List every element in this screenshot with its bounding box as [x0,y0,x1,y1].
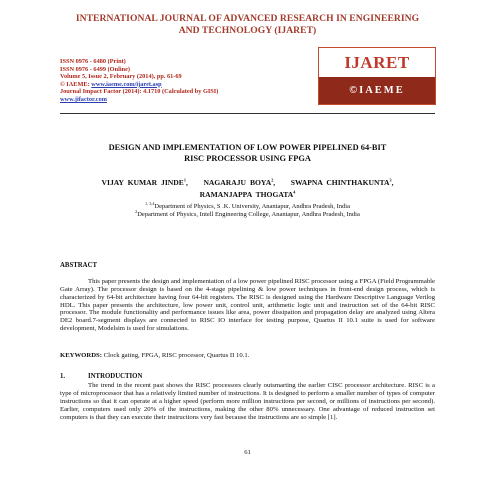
affiliation-1-text: Department of Physics, S .K. University, Anantapur, Andhra Pradesh, India [154,203,350,210]
keywords [60,352,435,360]
authors-line2 [55,189,440,201]
section-heading [60,373,435,380]
author-name: NAGARAJU BOYA [203,178,272,187]
jifactor-link[interactable]: www.jifactor.com [60,95,107,103]
author-sup: 1 [183,177,186,183]
impact-factor: Journal Impact Factor (2014): 4.1710 (Calculated by GISI) [60,88,219,96]
authors-line1: VIJAY KUMAR JINDE$^1$, NAGARAJU BOYA$^2$, SWAPNA CHINTHAKUNTA$^3$, [101,177,394,187]
author-name: VIJAY KUMAR JINDE [101,178,184,187]
issn-print: ISSN 0976 - 6480 (Print) [60,58,126,65]
affiliations [55,200,440,220]
keywords-label: KEYWORDS: [60,352,102,359]
iaeme-line [60,81,290,89]
affiliation-2 [55,211,440,219]
journal-title [40,13,455,37]
journal-title-line1: INTERNATIONAL JOURNAL OF ADVANCED RESEARCH IN ENGINEERING [75,13,420,24]
keywords-text: Clock gating, FPGA, RISC processor, Quartus II 10.1. [103,352,250,359]
logo-title: IJARET [344,53,410,72]
abstract-heading: ABSTRACT [60,262,98,269]
author-sup: 2 [271,177,274,183]
section-title: INTRODUCTION [88,373,143,380]
affiliation-1-sup: 1, 3,4 [145,200,155,206]
paper-title-line2: RISC PROCESSOR USING FPGA [184,153,311,163]
author-name: RAMANJAPPA THOGATA [199,190,294,199]
logo-publisher: ©IAEME [319,77,435,104]
author-sup: 3 [389,177,392,183]
affiliation-2-text: Department of Physics, Intell Engineering College, Anantapur, Andhra Pradesh, India [137,211,360,219]
introduction-text: The trend in the recent past shows the RISC processors clearly outsmarting the earlier CISC processor architecture. RISC is a type of microprocessor that has a relatively limited number of instructions. It is designed to perform a smaller number of types of computer instructions so that it can operate at a higher speed (perform more million instructions per second, or millions of instructions per second). Earlier, computers used only 20% of the instructions, making the other 80% unnecessary. One advantage of reduced instruction set computers is that they can execute their instructions very fast because the instructions are so simple [1]. [60,382,435,421]
page-number: 61 [244,449,251,456]
author-sup: 4 [293,189,296,195]
affiliation-2-sup: 2 [135,209,138,215]
journal-title-line2: AND TECHNOLOGY (IJARET) [178,25,317,36]
iaeme-link[interactable]: www.iaeme.com/ijaret.asp [91,80,162,88]
header-divider [60,113,435,114]
author-name: SWAPNA CHINTHAKUNTA [290,178,390,187]
ijaret-logo [318,47,436,105]
paper-title-line1: DESIGN AND IMPLEMENTATION OF LOW POWER PIPELINED 64-BIT [108,143,387,152]
journal-meta [60,58,290,104]
volume-info: Volume 5, Issue 2, February (2014), pp. 61-69 [60,73,182,81]
paper-title [55,143,440,164]
author-list [55,177,440,201]
iaeme-prefix: © IAEME: [60,80,92,88]
section-number: 1. [60,373,66,380]
abstract-text: This paper presents the design and implementation of a low power pipelined RISC processor using a FPGA (Field Programmable Gate Array). The processor design is based on the 4-stage pipelining & low power techniques in front-end design process, which is characterized by 64-bit architecture having four 64-bit registers. The RISC is designed using the Hardware Descriptive Language Verilog HDL. This paper presents the architecture, low power unit, control unit, arithmetic logic unit and instruction set of the 64-bit RISC processor. The module functionality and performance issues like area, power dissipation and propagation delay are analyzed using Altera DE2 board.7-segment displays are connected to RISC IO interface for testing purpose, Quartus II 10.1 suite is used for software development, Modelsim is used for simulations. [60,278,435,333]
issn-online: ISSN 0976 - 6499 (Online) [60,65,130,73]
